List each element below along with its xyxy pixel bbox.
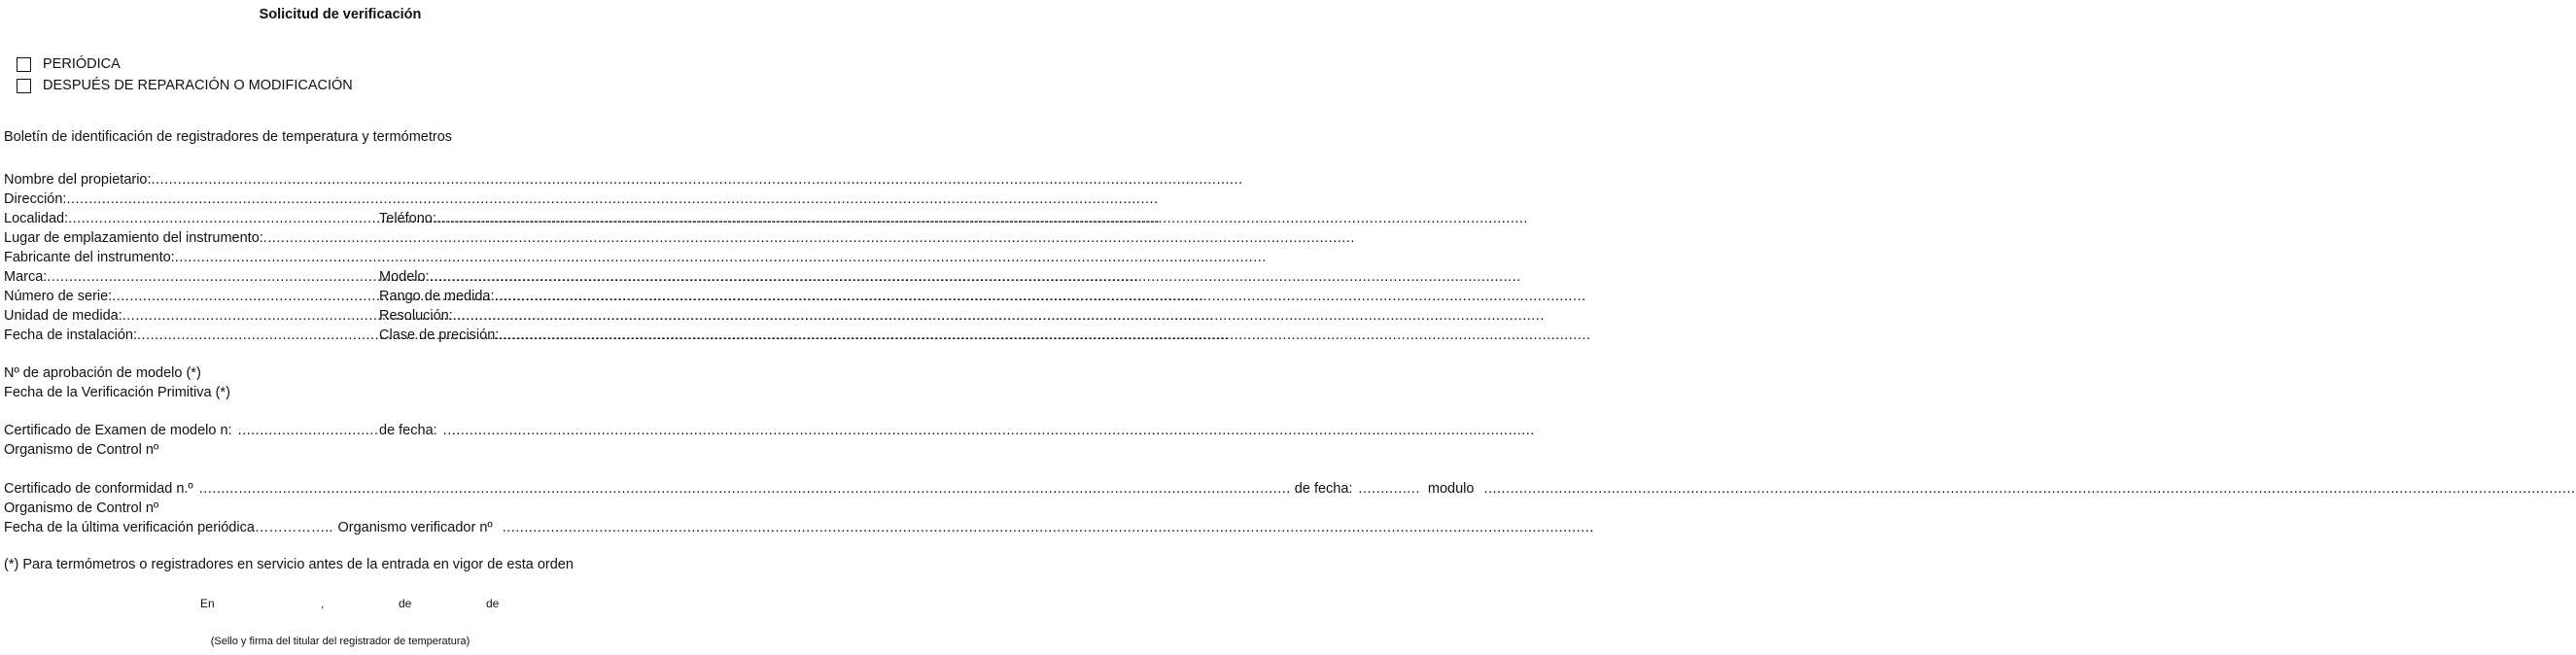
field-instalacion-precision [4, 326, 676, 345]
signature-comma: , [321, 597, 325, 610]
organismo-verificador-fill-line[interactable] [503, 518, 1594, 537]
propietario-label: Nombre del propietario: [4, 172, 152, 188]
field-localidad-telefono [4, 209, 676, 228]
field-serie-rango [4, 287, 676, 306]
modelo-label: Modelo: [379, 269, 430, 285]
numero-serie-label: Número de serie: [4, 289, 113, 304]
telefono-label: Teléfono: [379, 211, 436, 226]
field-ultima-verificacion [4, 518, 676, 537]
organismo-control-examen-label: Organismo de Control nº [4, 442, 159, 458]
reparacion-checkbox[interactable] [17, 79, 31, 93]
field-marca-modelo [4, 267, 676, 287]
option-periodica[interactable] [17, 55, 121, 73]
field-lugar[interactable] [4, 228, 676, 248]
signature-de-1: de [399, 597, 412, 610]
field-direccion[interactable] [4, 190, 676, 209]
certificado-examen-fill-line[interactable] [238, 421, 379, 440]
field-certificado-examen-numero[interactable] [4, 421, 379, 440]
certificado-examen-fecha-fill-line[interactable] [443, 421, 1535, 440]
certificado-examen-fecha-label: de fecha: [379, 423, 437, 438]
marca-label: Marca: [4, 269, 48, 285]
field-localidad[interactable] [4, 209, 379, 228]
form-subtitle: Boletín de identificación de registradores de temperatura y termómetros [4, 129, 453, 145]
certificado-conformidad-fecha-fill-line[interactable]: .............. [1358, 481, 1420, 497]
clase-precision-label: Clase de precisión: [379, 328, 500, 343]
lugar-fill-line[interactable] [263, 228, 1355, 248]
certificado-conformidad-fecha-label: de fecha: [1294, 481, 1353, 497]
ultima-verificacion-fill-line[interactable]: …………….. [254, 520, 333, 535]
rango-label: Rango de medida: [379, 289, 495, 304]
organismo-control-conformidad-label: Organismo de Control nº [4, 500, 159, 516]
field-certificado-conformidad [4, 479, 1475, 499]
field-rango[interactable] [379, 287, 1586, 306]
periodica-checkbox[interactable] [17, 57, 31, 72]
field-clase-precision[interactable] [379, 326, 1590, 345]
signature-en: En [200, 597, 215, 610]
verificacion-primitiva-label: Fecha de la Verificación Primitiva (*) [4, 385, 230, 400]
field-resolucion[interactable] [379, 306, 1545, 326]
reparacion-label: DESPUÉS DE REPARACIÓN O MODIFICACIÓN [43, 78, 353, 93]
ultima-verificacion-label: Fecha de la última verificación periódica [4, 520, 255, 535]
fabricante-fill-line[interactable] [175, 248, 1267, 267]
signature-caption: (Sello y firma del titular del registrador de temperatura) [210, 636, 470, 647]
field-fecha-instalacion[interactable] [4, 326, 379, 345]
aprobacion-modelo-label: Nº de aprobación de modelo (*) [4, 365, 201, 381]
field-modelo[interactable] [379, 267, 1521, 287]
fecha-instalacion-label: Fecha de instalación: [4, 328, 138, 343]
field-propietario[interactable] [4, 170, 676, 190]
certificado-examen-label: Certificado de Examen de modelo n: [4, 423, 232, 438]
field-telefono[interactable] [379, 209, 1528, 228]
modulo-label: modulo [1427, 481, 1475, 497]
field-marca[interactable] [4, 267, 379, 287]
direccion-fill-line[interactable] [66, 190, 1158, 209]
signature-de-2: de [486, 597, 500, 610]
direccion-label: Dirección: [4, 191, 67, 207]
certificado-conformidad-fill-line[interactable] [199, 479, 1291, 499]
signature-place-date [0, 597, 680, 614]
field-unidad-resolucion [4, 306, 676, 326]
modelo-fill-line[interactable] [430, 267, 1521, 287]
option-reparacion[interactable] [17, 77, 353, 94]
certificado-conformidad-label: Certificado de conformidad n.º [4, 481, 193, 497]
field-certificado-examen [4, 421, 676, 440]
fabricante-label: Fabricante del instrumento: [4, 250, 175, 265]
clase-precision-fill-line[interactable] [499, 326, 1590, 345]
localidad-label: Localidad: [4, 211, 69, 226]
field-unidad[interactable] [4, 306, 379, 326]
modulo-fill-line[interactable] [1483, 479, 2575, 499]
field-fabricante[interactable] [4, 248, 676, 267]
footnote: (*) Para termómetros o registradores en servicio antes de la entrada en vigor de esta orden [4, 557, 574, 572]
organismo-verificador-label: Organismo verificador nº [337, 520, 493, 535]
resolucion-label: Resolución: [379, 308, 453, 324]
form-title: Solicitud de verificación [259, 7, 422, 22]
rango-fill-line[interactable] [495, 287, 1586, 306]
propietario-fill-line[interactable] [152, 170, 1243, 190]
field-certificado-examen-fecha[interactable] [379, 421, 1535, 440]
lugar-label: Lugar de emplazamiento del instrumento: [4, 230, 263, 246]
periodica-label: PERIÓDICA [43, 56, 121, 72]
field-numero-serie[interactable] [4, 287, 379, 306]
unidad-label: Unidad de medida: [4, 308, 122, 324]
telefono-fill-line[interactable] [436, 209, 1528, 228]
resolucion-fill-line[interactable] [453, 306, 1545, 326]
